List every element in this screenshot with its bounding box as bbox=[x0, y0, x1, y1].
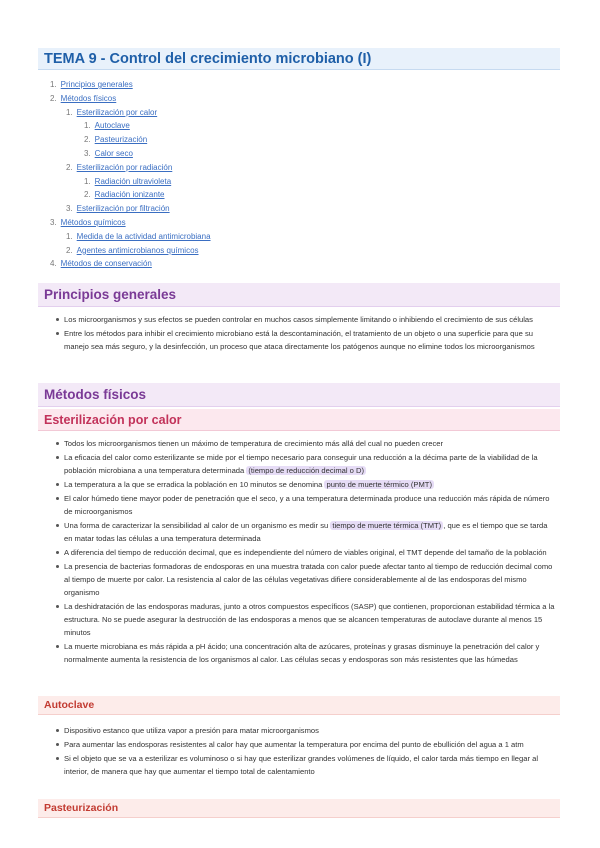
toc-item[interactable] bbox=[84, 188, 165, 202]
toc-number: 2. bbox=[66, 162, 73, 172]
toc-item[interactable] bbox=[50, 257, 152, 271]
list-item: Si el objeto que se va a esterilizar es voluminoso o si hay que esterilizar grandes volúmenes de líquido, el calor tarda más tiempo en llegar al interior, de manera que hay que aumentar el tiempo total de calentamiento bbox=[56, 752, 556, 778]
principios-list bbox=[56, 313, 556, 354]
list-item: Para aumentar las endosporas resistentes al calor hay que aumentar la temperatura por encima del punto de ebullición del agua a 1 atm bbox=[56, 738, 556, 751]
list-text: La muerte microbiana es más rápida a pH ácido; una concentración alta de azúcares, proteínas y grasas disminuye la penetración del calor y normalmente aumenta la resistencia de los organismos al calor. Las células secas y endosporas son más resistentes que las húmedas bbox=[64, 642, 540, 664]
list-text: La presencia de bacterias formadoras de endosporas en una muestra tratada con calor puede afectar tanto al tiempo de reducción decimal como al tiempo de muerte por calor. La resistencia al calor de las células vegetativas difiere considerablemente al de las endosporas del mismo organismo bbox=[64, 562, 553, 597]
toc-number: 1. bbox=[50, 80, 57, 89]
list-text: Una forma de caracterizar la sensibilidad al calor de un organismo es medir su bbox=[64, 521, 331, 530]
toc-link[interactable]: Métodos de conservación bbox=[60, 259, 152, 269]
toc-number: 2. bbox=[84, 190, 91, 200]
list-item bbox=[56, 519, 556, 545]
list-item bbox=[56, 492, 556, 518]
list-item bbox=[56, 451, 556, 477]
toc-number: 3. bbox=[84, 149, 91, 158]
toc-item[interactable] bbox=[50, 92, 116, 106]
toc-number: 3. bbox=[50, 218, 57, 227]
toc-number: 1. bbox=[84, 176, 91, 186]
section-heading-pasteurizacion: Pasteurización bbox=[38, 799, 560, 818]
toc-link[interactable]: Métodos físicos bbox=[60, 93, 117, 103]
list-item bbox=[56, 437, 556, 450]
toc-number: 2. bbox=[66, 245, 73, 255]
highlighted-term: punto de muerte térmico (PMT) bbox=[326, 480, 432, 489]
list-item: Entre los métodos para inhibir el crecimiento microbiano está la descontaminación, el tratamiento de un objeto o una superficie para que su manejo sea más seguro, y la desinfección, un proceso que ataca directamente los patógenos aunque no elimine todos los microorganismos bbox=[56, 327, 556, 353]
list-item bbox=[56, 560, 556, 599]
toc-number: 1. bbox=[66, 231, 73, 241]
list-item bbox=[56, 600, 556, 639]
list-text: La eficacia del calor como esterilizante se mide por el tiempo necesario para conseguir una reducción a la décima parte de la viabilidad de la población microbiana a una temperatura determinada bbox=[64, 453, 538, 475]
toc-link[interactable]: Pasteurización bbox=[94, 135, 148, 145]
toc-link[interactable]: Esterilización por calor bbox=[76, 107, 158, 117]
list-item: Dispositivo estanco que utiliza vapor a presión para matar microorganismos bbox=[56, 724, 556, 737]
toc-item[interactable] bbox=[84, 147, 133, 161]
list-text: A diferencia del tiempo de reducción decimal, que es independiente del número de viables original, el TMT depende del tamaño de la población bbox=[64, 548, 547, 557]
highlighted-term: (tiempo de reducción decimal o D) bbox=[248, 466, 365, 475]
list-text: El calor húmedo tiene mayor poder de penetración que el seco, y a una temperatura determinada produce una reducción más rápida de número de microorganismos bbox=[64, 494, 550, 516]
toc-link[interactable]: Principios generales bbox=[60, 80, 133, 89]
toc-item[interactable] bbox=[66, 230, 211, 244]
section-heading-calor: Esterilización por calor bbox=[38, 409, 560, 431]
toc-item[interactable] bbox=[66, 202, 170, 216]
toc-number: 2. bbox=[84, 135, 91, 145]
list-item bbox=[56, 546, 556, 559]
toc-link[interactable]: Esterilización por radiación bbox=[76, 162, 173, 172]
calor-list bbox=[56, 437, 556, 667]
toc-number: 1. bbox=[84, 121, 91, 131]
toc-item[interactable] bbox=[66, 244, 199, 258]
toc-number: 4. bbox=[50, 259, 57, 269]
toc-item[interactable] bbox=[84, 133, 147, 147]
list-text: , que es el tiempo que se tarda en matar todas las células a una temperatura determinada bbox=[64, 521, 548, 543]
list-text: La temperatura a la que se erradica la población en 10 minutos se denomina bbox=[64, 480, 325, 489]
toc-item[interactable] bbox=[84, 119, 130, 133]
toc-item[interactable] bbox=[66, 161, 172, 175]
toc-number: 1. bbox=[66, 107, 73, 117]
toc-link[interactable]: Agentes antimicrobianos químicos bbox=[76, 245, 199, 255]
toc-item[interactable] bbox=[66, 106, 157, 120]
list-text: La deshidratación de las endosporas maduras, junto a otros compuestos específicos (SASP) que contienen, proporcionan estabilidad térmica a la estructura. No se puede asegurar la destrucción de las endosporas a menos que se alcancen temperaturas de autoclave durante al menos 15 minutos bbox=[64, 602, 555, 637]
section-heading-autoclave: Autoclave bbox=[38, 696, 560, 715]
toc-link[interactable]: Autoclave bbox=[94, 121, 130, 131]
page-title: TEMA 9 - Control del crecimiento microbiano (I) bbox=[38, 48, 560, 70]
list-item: Los microorganismos y sus efectos se pueden controlar en muchos casos simplemente limitando o inhibiendo el crecimiento de sus células bbox=[56, 313, 556, 326]
list-item bbox=[56, 478, 556, 491]
toc-number: 3. bbox=[66, 204, 73, 214]
toc-item[interactable] bbox=[50, 78, 133, 92]
section-heading-principios: Principios generales bbox=[38, 283, 560, 307]
list-item bbox=[56, 640, 556, 666]
toc-link[interactable]: Medida de la actividad antimicrobiana bbox=[76, 231, 211, 241]
autoclave-list bbox=[56, 724, 556, 779]
toc-link[interactable]: Esterilización por filtración bbox=[76, 204, 170, 214]
toc-link[interactable]: Métodos químicos bbox=[60, 218, 126, 227]
section-heading-fisicos: Métodos físicos bbox=[38, 383, 560, 407]
toc-number: 2. bbox=[50, 93, 57, 103]
toc-link[interactable]: Radiación ultravioleta bbox=[94, 176, 172, 186]
toc-link[interactable]: Radiación ionizante bbox=[94, 190, 165, 200]
toc-link[interactable]: Calor seco bbox=[94, 149, 133, 158]
list-text: Todos los microorganismos tienen un máximo de temperatura de crecimiento más allá del cual no pueden crecer bbox=[64, 439, 444, 448]
highlighted-term: tiempo de muerte térmica (TMT) bbox=[332, 521, 442, 530]
toc-item[interactable] bbox=[50, 216, 126, 230]
toc-item[interactable] bbox=[84, 175, 171, 189]
